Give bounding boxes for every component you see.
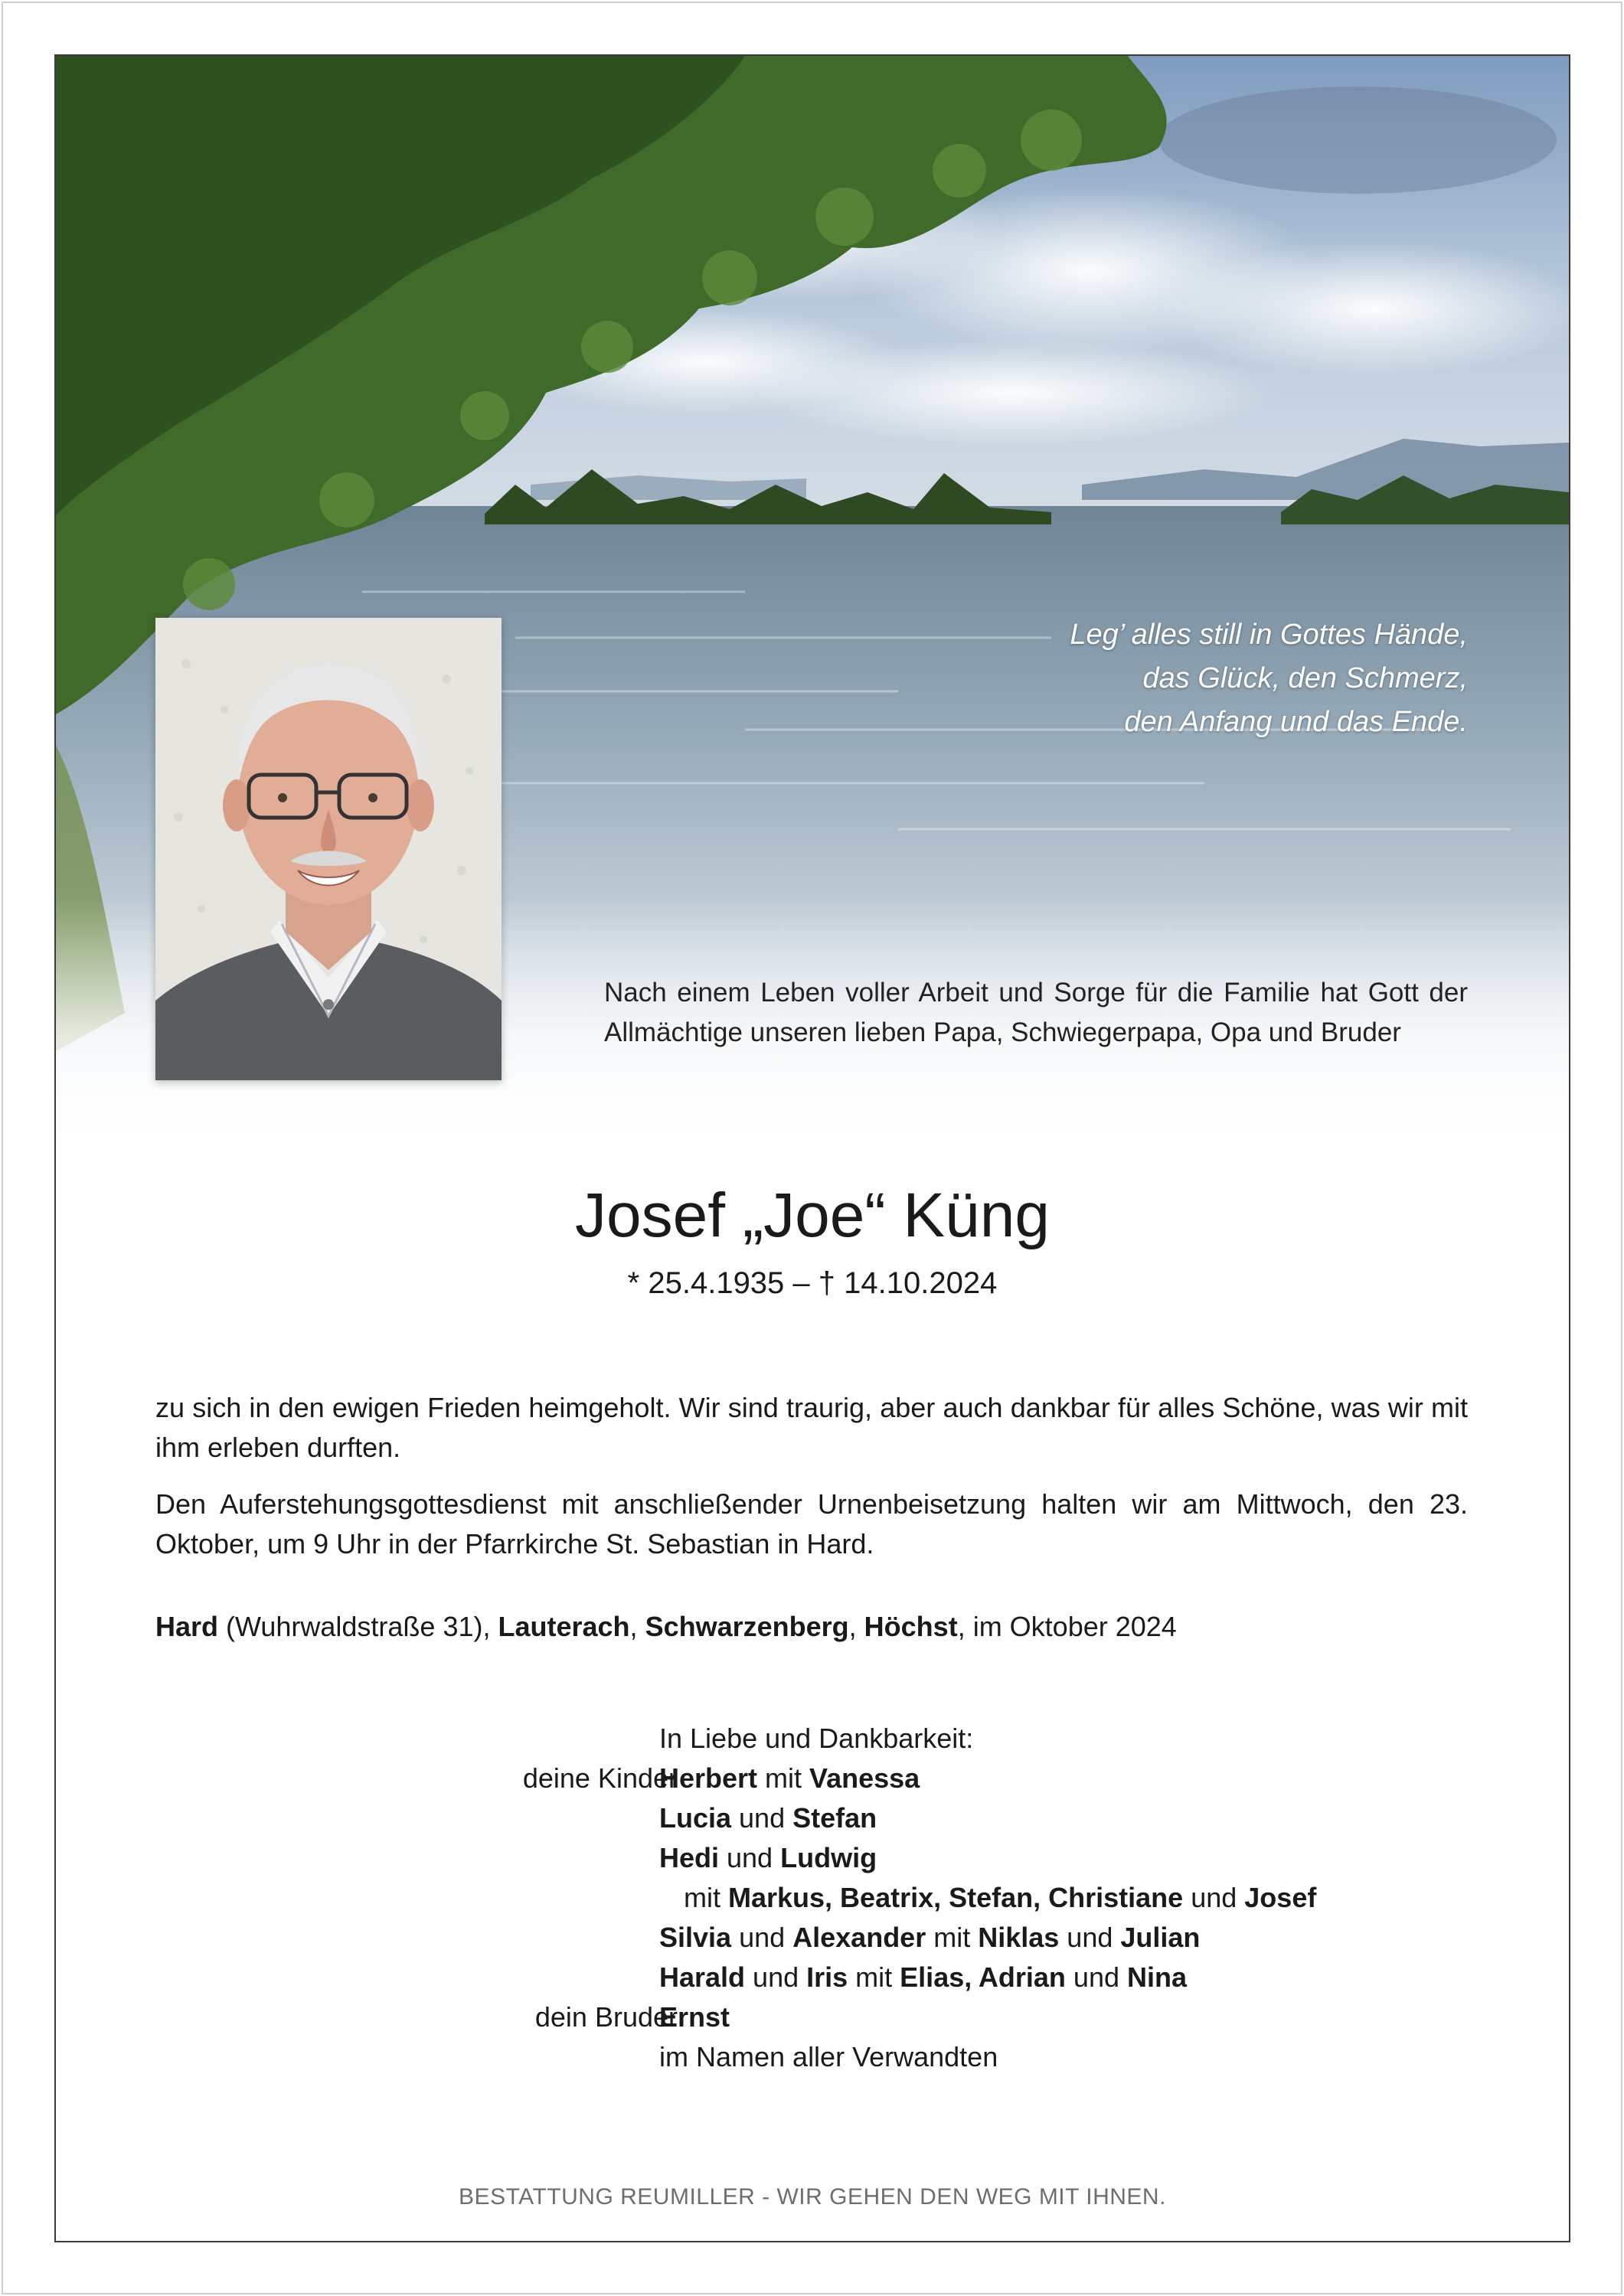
memorial-verse <box>855 613 1468 744</box>
mourner-name: Alexander <box>792 1922 926 1953</box>
mourner-name: Lucia <box>659 1802 732 1834</box>
place-hard: Hard <box>155 1611 219 1642</box>
mourner-name: Harald <box>659 1961 746 1993</box>
deceased-name: Josef „Joe“ Küng <box>575 1181 1050 1250</box>
mourner-row <box>56 1838 1569 1878</box>
mourner-name: Elias, Adrian <box>900 1961 1066 1993</box>
connector-text: mit <box>757 1762 810 1794</box>
mourner-name: Josef <box>1244 1882 1317 1913</box>
connector-text: und <box>1183 1882 1245 1913</box>
place-schwarzenberg: Schwarzenberg <box>645 1611 849 1642</box>
date-suffix: , im Oktober 2024 <box>957 1611 1177 1642</box>
separator: , <box>629 1611 645 1642</box>
mourner-name: Stefan <box>792 1802 877 1834</box>
mourner-name: Vanessa <box>809 1762 920 1794</box>
connector-text: mit <box>848 1961 900 1993</box>
mourner-row <box>56 1759 1569 1798</box>
mourner-row <box>56 1798 1569 1838</box>
place-lauterach: Lauterach <box>498 1611 630 1642</box>
label-children: deine Kinder <box>522 1762 678 1794</box>
mourners-list <box>56 1719 1569 2077</box>
place-hoechst: Höchst <box>864 1611 958 1642</box>
mourner-name: Markus, Beatrix, Stefan, Christiane <box>728 1882 1184 1913</box>
deceased-portrait-photo <box>155 618 502 1080</box>
mourner-row <box>56 1878 1569 1918</box>
text-paragraph-heimgeholt: zu sich in den ewigen Frieden heimgeholt. Wir sind traurig, aber auch dankbar für alles Schöne, was wir mit ihm erleben durften. <box>155 1392 1468 1463</box>
mourners-heading: In Liebe und Dankbarkeit: <box>659 1723 974 1754</box>
mourner-name: Herbert <box>659 1762 758 1794</box>
connector-text: und <box>719 1842 781 1873</box>
verse-line: den Anfang und das Ende. <box>1124 706 1468 738</box>
mourner-name: Ludwig <box>780 1842 877 1873</box>
separator: , <box>848 1611 864 1642</box>
connector-text: und <box>745 1961 807 1993</box>
life-dates: * 25.4.1935 – † 14.10.2024 <box>627 1266 998 1300</box>
label-brother: dein Bruder <box>534 2001 678 2033</box>
funeral-home-footer: BESTATTUNG REUMILLER - WIR GEHEN DEN WEG MIT IHNEN. <box>459 2184 1166 2209</box>
mourner-name: Niklas <box>978 1922 1060 1953</box>
verse-line: das Glück, den Schmerz, <box>1142 662 1468 694</box>
mourners-heading-row <box>56 1719 1569 1759</box>
mourner-row <box>56 2037 1569 2077</box>
places-and-date-line <box>155 1607 1177 1647</box>
connector-text: mit <box>684 1882 728 1913</box>
obituary-card <box>54 54 1570 2242</box>
mourner-name: Hedi <box>659 1842 720 1873</box>
connector-text: und <box>1065 1961 1127 1993</box>
mourner-name: Ernst <box>659 2001 730 2033</box>
mourner-name: Julian <box>1120 1922 1201 1953</box>
connector-text: und <box>731 1922 793 1953</box>
mourner-row <box>56 1958 1569 1997</box>
mourner-name: Nina <box>1127 1961 1188 1993</box>
mourner-name: Silvia <box>659 1922 732 1953</box>
mourner-row <box>56 1997 1569 2037</box>
place-hard-address: (Wuhrwaldstraße 31), <box>218 1611 498 1642</box>
verse-line: Leg’ alles still in Gottes Hände, <box>1070 619 1468 651</box>
connector-text: und <box>1059 1922 1121 1953</box>
connector-text: mit <box>926 1922 979 1953</box>
mourners-closing: im Namen aller Verwandten <box>659 2041 998 2072</box>
text-paragraph-funeral-service: Den Auferstehungsgottesdienst mit anschließender Urnenbeisetzung halten wir am Mittwoch, den 23. Oktober, um 9 Uhr in der Pfarrkirche St. Sebastian in Hard. <box>155 1488 1468 1560</box>
mourner-name: Iris <box>806 1961 848 1993</box>
mourner-row <box>56 1918 1569 1958</box>
intro-text: Nach einem Leben voller Arbeit und Sorge für die Familie hat Gott der Allmächtige unseren lieben Papa, Schwiegerpapa, Opa und Bruder <box>604 978 1468 1047</box>
connector-text: und <box>731 1802 793 1834</box>
